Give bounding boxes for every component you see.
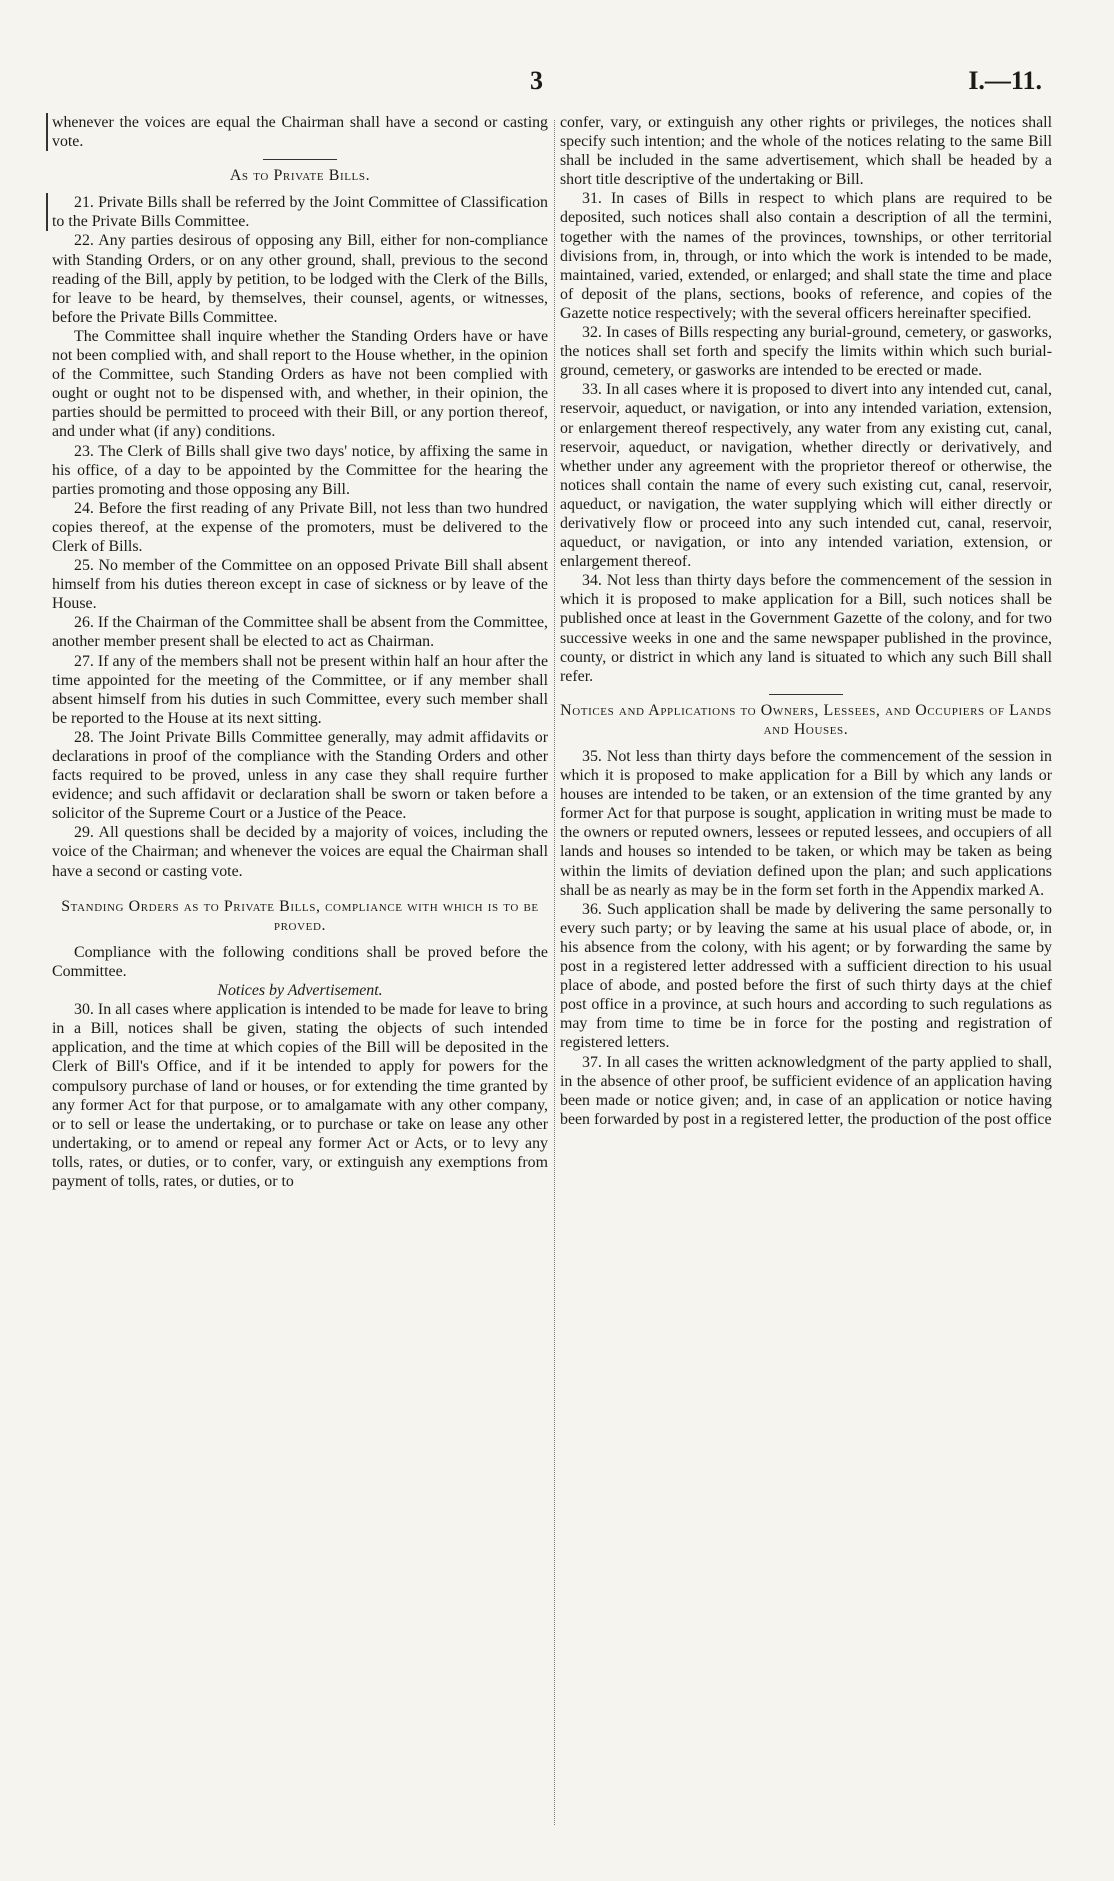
notices-owners-heading: Notices and Applications to Owners, Lessees, and Occupiers of Lands and Houses. [560,701,1052,738]
paragraph-35: 35. Not less than thirty days before the commencement of the session in which it is proposed to make application for a Bill by which any lands or houses are intended to be taken, or an extension of the time granted by any former Act for that purpose is sought, application in writing must be made to the owners or reputed owners, lessees or reputed lessees, and occupiers of all lands and houses so intended to be taken, or which may be taken as being within the limits of deviation defined upon the plan; and such applications shall be as nearly as may be in the form set forth in the Appendix marked A. [560,748,1052,899]
paragraph-23: 23. The Clerk of Bills shall give two days' notice, by affixing the same in his office, of a day to be appointed by the Committee for the hearing the parties promoting and those opposing any Bill. [52,442,548,498]
section-rule [263,159,337,160]
paragraph-31: 31. In cases of Bills in respect to which plans are required to be deposited, such notices shall also contain a description of all the termini, together with the names of the provinces, townships, or other territorial divisions from, in, through, or into which the work is intended to be made, maintained, varied, extended, or enlarged; and shall state the time and place of deposit of the plans, sections, books of reference, and copies of the Gazette notice respectively; with the several officers hereinafter specified. [560,190,1052,322]
paragraph-27: 27. If any of the members shall not be present within half an hour after the time appointed for the meeting of the Committee, or if any member shall absent himself from his duties in such Committee, every such member shall be reported to the House at its next sitting. [52,652,548,727]
paragraph-22: 22. Any parties desirous of opposing any Bill, either for non-compliance with Standing Orders, or on any other ground, shall, previous to the second reading of the Bill, apply by petition, to be lodged with the Clerk of the Bills, for leave to be heard, by themselves, their counsel, agents, or witnesses, before the Private Bills Committee. [52,232,548,326]
paragraph-24: 24. Before the first reading of any Private Bill, not less than two hundred copies thereof, at the expense of the promoters, must be delivered to the Clerk of Bills. [52,499,548,555]
continuation-text-right: confer, vary, or extinguish any other rights or privileges, the notices shall specify such intention; and the whole of the notices relating to the same Bill shall be included in the same advertisement, which shall be headed by a short title descriptive of the undertaking or Bill. [560,114,1052,189]
paragraph-34: 34. Not less than thirty days before the commencement of the session in which it is proposed to make application for a Bill, such notices shall be published once at least in the Government Gazette of the colony, and for two successive weeks in one and the same newspaper published in the province, county, or district in which any land is situated to which any such Bill shall refer. [560,572,1052,685]
page-header [0,66,1114,106]
paragraph-22-committee: The Committee shall inquire whether the Standing Orders have or have not been complied with, and shall report to the House whether, in the opinion of the Committee, such Standing Orders as have not been complied with ought or ought not to be dispensed with, and whether, in their opinion, the parties should be permitted to proceed with their Bill, or any portion thereof, and under what (if any) conditions. [52,327,548,441]
left-column [52,113,548,1191]
paragraph-29: 29. All questions shall be decided by a majority of voices, including the voice of the Chairman; and whenever the voices are equal the Chairman shall have a second or casting vote. [52,824,548,880]
continuation-text: whenever the voices are equal the Chairman shall have a second or casting vote. [46,113,548,151]
notices-subheading: Notices by Advertisement. [217,982,383,1000]
paragraph-26: 26. If the Chairman of the Committee shall be absent from the Committee, another member present shall be elected to act as Chairman. [52,614,548,651]
paragraph-32: 32. In cases of Bills respecting any burial-ground, cemetery, or gasworks, the notices shall set forth and specify the limits within which such burial-ground, cemetery, or gasworks are intended to be erected or made. [560,324,1052,380]
page-number: 3 [530,66,543,95]
para-21-block [46,193,548,231]
standing-orders-heading: Standing Orders as to Private Bills, compliance with which is to be proved. [61,897,539,934]
column-divider [554,120,555,1825]
paragraph-37: 37. In all cases the written acknowledgment of the party applied to shall, in the absence of other proof, be sufficient evidence of an application having been made or notice given; and, in case of an application or notice having been forwarded by post in a registered letter, the production of the post office [560,1053,1052,1128]
paragraph-28: 28. The Joint Private Bills Committee generally, may admit affidavits or declarations in proof of the compliance with the Standing Orders and other facts required to be proved, unless in any case they shall require further evidence; and such affidavit or declaration shall be sworn or taken before a solicitor of the Supreme Court or a Justice of the Peace. [52,728,548,823]
right-column [560,113,1052,1129]
paragraph-21: 21. Private Bills shall be referred by the Joint Committee of Classification to the Private Bills Committee. [52,194,548,231]
paragraph-36: 36. Such application shall be made by delivering the same personally to every such party; or by leaving the same at his usual place of abode, or, in his absence from the colony, with his agent; or by forwarding the same by post in a registered letter addressed with a sufficient direction to his usual place of abode, and posted before the first of such thirty days at the chief post office in a province, at such hours and according to such regulations as may from time to time be in force for the posting and registration of registered letters. [560,900,1052,1052]
paragraph-30: 30. In all cases where application is intended to be made for leave to bring in a Bill, notices shall be given, stating the objects of such intended application, and the time at which copies of the Bill will be deposited in the Clerk of Bill's Office, and if it be intended to apply for powers for the compulsory purchase of land or houses, or for extending the time granted by any former Act for that purpose, or to amalgamate with any other company, or to sell or lease the undertaking, or to purchase or take on lease any other undertaking, or to amend or repeal any former Act or Acts, or to levy any tolls, rates, or duties, or to confer, vary, or extinguish any exemptions from payment of tolls, rates, or duties, or to [52,1001,548,1190]
private-bills-heading: As to Private Bills. [229,167,371,185]
paragraph-25: 25. No member of the Committee on an opposed Private Bill shall absent himself from his duties thereon except in case of sickness or by leave of the House. [52,557,548,613]
compliance-text: Compliance with the following conditions shall be proved before the Committee. [52,943,548,980]
paragraph-33: 33. In all cases where it is proposed to divert into any intended cut, canal, reservoir, aqueduct, or navigation, or into any intended variation, extension, or enlargement thereof respectively, any water from any existing cut, canal, reservoir, aqueduct, or navigation, whether directly or derivatively, and whether under any agreement with the proprietor thereof or otherwise, the notices shall contain the name of every such existing cut, canal, reservoir, aqueduct, or navigation, the water supplying which will either directly or derivatively flow or proceed into any such intended cut, canal, reservoir, aqueduct, or navigation, or into any intended variation, extension, or enlargement thereof. [560,381,1052,571]
section-rule-right [769,694,843,695]
document-code: I.—11. [968,66,1042,95]
